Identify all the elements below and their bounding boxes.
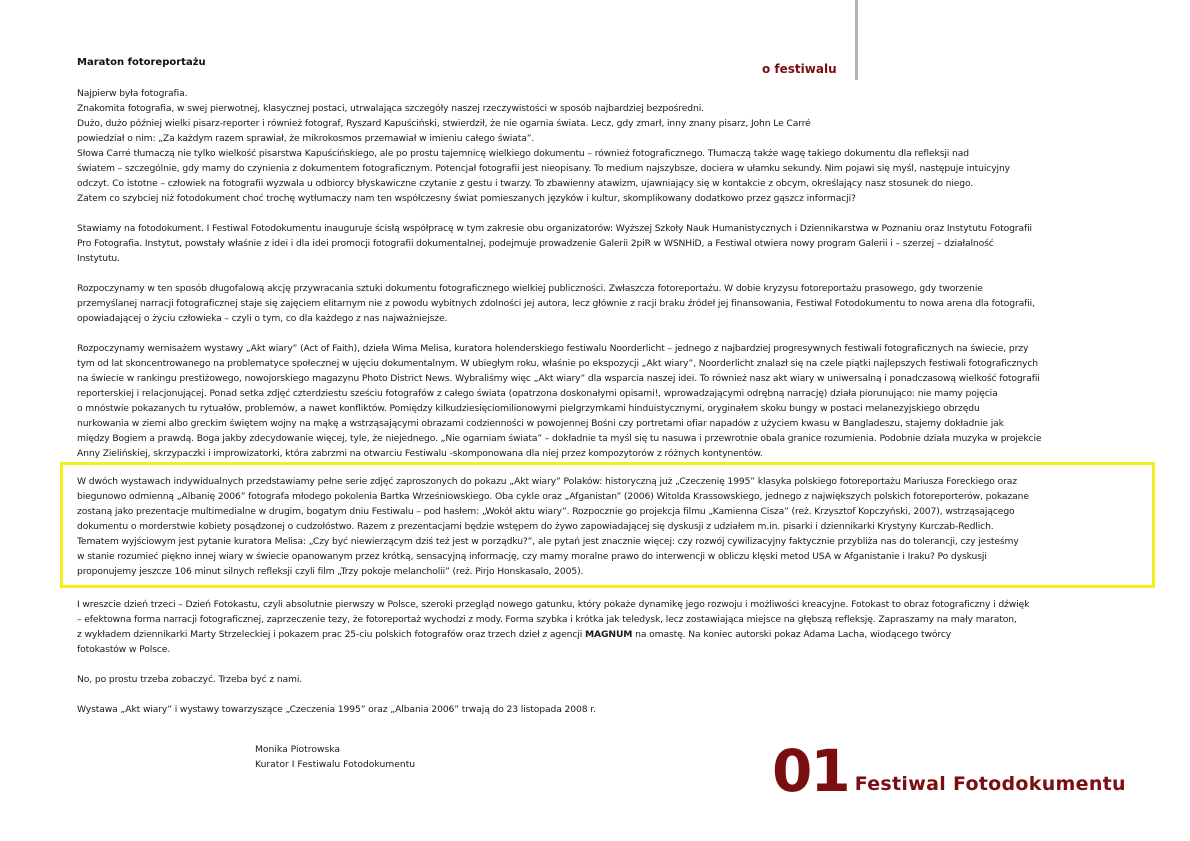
signature-name: Monika Piotrowska (255, 744, 341, 755)
section-label: o festiwalu (762, 62, 837, 76)
paragraph-6 (77, 597, 1152, 657)
text-line: Tematem wyjściowym jest pytanie kuratora Melisa: „Czy być niewierzącym dziś też jest w porządku?”, ale pytań jest znacznie więcej: czy rozwój cywilizacyjny faktycznie przybliża nas do tolerancji, czy jesteśmy (77, 536, 1019, 547)
text-line: z wykładem dziennikarki Marty Strzeleckiej i pokazem prac 25-ciu polskich fotografów oraz trzech dzieł z agencji MAGNUM na omastę. Na koniec autorski pokaz Adama Lacha, wiodącego twórcy (77, 629, 952, 640)
text-line: Rozpoczynamy w ten sposób długofalową akcję przywracania sztuki dokumentu fotograficznego wielkiej publiczności. Zwłaszcza fotoreportażu. W dobie kryzysu fotoreportażu prasowego, gdy tworzenie (77, 283, 983, 294)
signature-role: Kurator I Festiwalu Fotodokumentu (255, 759, 416, 770)
paragraph-3 (77, 281, 1152, 326)
text-line: biegunowo odmienną „Albanię 2006” fotografa młodego pokolenia Bartka Wrześniowskiego. Oba cykle oraz „Afganistan” (2006) Witolda Krassowskiego, jednego z największych polskich fotoreporterów, pokazane (77, 491, 1029, 502)
logo-number: 01 (772, 737, 849, 805)
text-line: opowiadającej o życiu człowieka – czyli o tym, co dla każdego z nas najważniejsze. (77, 313, 448, 324)
text-line: I wreszcie dzień trzeci – Dzień Fotokastu, czyli absolutnie pierwszy w Polsce, szeroki przegląd nowego gatunku, który pokaże dynamikę jego rozwoju i możliwości kreacyjne. Fotokast to obraz fotograficzny i dźwięk (77, 599, 1030, 610)
logo-word-festiwal: Festiwal (854, 773, 947, 795)
text-line: Znakomita fotografia, w swej pierwotnej, klasycznej postaci, utrwalająca szczegóły naszej rzeczywistości w sposób najbardziej bezpośredni. (77, 103, 704, 114)
text-line: Pro Fotografia. Instytut, powstały właśnie z idei i dla idei promocji fotografii dokumentalnej, podejmuje prowadzenie Galerii 2piR w WSNHiD, a Festiwal otwiera nowy program Galerii i – szerzej – działalność (77, 238, 994, 249)
text-line: tym od lat skoncentrowanego na problematyce społecznej w ujęciu dokumentalnym. W ubiegłym roku, właśnie po ekspozycji „Akt wiary”, Noorderlicht znalazł się na czele piątki najlepszych festiwali fotograficznych (77, 358, 1038, 369)
document-body (77, 86, 1152, 717)
text-line: Najpierw była fotografia. (77, 88, 188, 99)
text-line: dokumentu o morderstwie kobiety posądzonej o cudzołóstwo. Razem z prezentacjami będzie wstępem do żywo zapowiadającej się dyskusji z udziałem m.in. pisarki i dziennikarki Krystyny Kurczab-Redlich. (77, 521, 994, 532)
text-line: na świecie w rankingu prestiżowego, nowojorskiego magazynu Photo District News. Wybraliśmy więc „Akt wiary” dla wsparcia naszej idei. To również nasz akt wiary w uniwersalną i ponadczasową wielkość fotografii (77, 373, 1040, 384)
text-line: nurkowania w ziemi albo greckim świętem wojny na mąkę a wstrząsającymi obrazami codzienności w powojennej Bośni czy portretami ofiar napadów z użyciem kwasu w Bangladeszu, stajemy dokładnie jak (77, 418, 1004, 429)
text-line: reporterskiej i relacjonującej. Ponad setka zdjęć czterdziestu sześciu fotografów z całego świata (opatrzona doskonałymi opisami!, wprowadzającymi odrębną narrację) działa piorunująco: nie mamy pojęcia (77, 388, 998, 399)
text-line: między Bogiem a prawdą. Boga jakby zdecydowanie więcej, tyle, że niejednego. „Nie ogarniam świata” – dokładnie ta myśl się tu nasuwa i przewrotnie obala granice rozumienia. Podobnie działa muzyka w projekcie (77, 433, 1042, 444)
text-line: Anny Zielińskiej, skrzypaczki i improwizatorki, która zabrzmi na otwarciu Festiwalu -skomponowana dla niej przez kompozytorów z różnych kontynentów. (77, 448, 763, 459)
text-line: przemyślanej narracji fotograficznej staje się zajęciem elitarnym nie z powodu wybitnych zdolności jej autora, lecz głównie z racji braku źródeł jej finansowania, Festiwal Fotodokumentu to nowa arena dla fotografii, (77, 298, 1035, 309)
text-line: – efektowna forma narracji fotograficznej, zaprzeczenie tezy, że fotoreportaż wychodzi z mody. Forma szybka i krótka jak teledysk, lecz zostawiająca miejsce na głębszą refleksję. Zapraszamy na mały maraton, (77, 614, 1017, 625)
text-line: Stawiamy na fotodokument. I Festiwal Fotodokumentu inauguruje ścisłą współpracę w tym zakresie obu organizatorów: Wyższej Szkoły Nauk Humanistycznych i Dziennikarstwa w Poznaniu oraz Instytutu Fotografii (77, 223, 1032, 234)
text-line: światem – szczególnie, gdy mamy do czynienia z dokumentem fotograficznym. Potencjał fotografii jest nieopisany. To medium najszybsze, dociera w ułamku sekundy. Nim pojawi się myśl, następuje intuicyjny (77, 163, 1010, 174)
paragraph-4 (77, 341, 1152, 461)
text-line: Dużo, dużo później wielki pisarz-reporter i również fotograf, Ryszard Kapuściński, stwierdził, że nie ogarnia świata. Lecz, gdy zmarł, inny znany pisarz, John Le Carré (77, 118, 811, 129)
text-line: odczyt. Co istotne – człowiek na fotografii wyzwala u odbiorcy błyskawiczne czytanie z gestu i twarzy. To zbawienny atawizm, ujawniający się w kontakcie z obcym, określający nasz stosunek do niego. (77, 178, 974, 189)
paragraph-intro (77, 86, 1152, 206)
text-line: zostaną jako prezentacje multimedialne w drugim, bogatym dniu Festiwalu – pod hasłem: „Wokół aktu wiary”. Rozpocznie go projekcja filmu „Kamienna Cisza” (reż. Krzysztof Kopczyński, 2007), wstrząsającego (77, 506, 1015, 517)
text-line: proponujemy jeszcze 106 minut silnych refleksji czyli film „Trzy pokoje melancholii” (reż. Pirjo Honskasalo, 2005). (77, 566, 584, 577)
text-line: fotokastów w Polsce. (77, 644, 171, 655)
text-line: Słowa Carré tłumaczą nie tylko wielkość pisarstwa Kapuścińskiego, ale po prostu tajemnicę wielkiego dokumentu – również fotograficznego. Tłumaczą także wagę takiego dokumentu dla refleksji nad (77, 148, 969, 159)
festival-logo (772, 738, 1126, 804)
magnum-bold: MAGNUM (584, 629, 633, 640)
text-line: Rozpoczynamy wernisażem wystawy „Akt wiary” (Act of Faith), dzieła Wima Melisa, kuratora holenderskiego festiwalu Noorderlicht – jednego z najbardziej progresywnych festiwali fotograficznych na świecie, przy (77, 343, 1029, 354)
text-line: Zatem co szybciej niż fotodokument choć trochę wytłumaczy nam ten współczesny świat pomieszanych języków i kultur, skomplikowany dodatkowo przez gąszcz informacji? (77, 193, 856, 204)
text-line: o mnóstwie pokazanych tu rytuałów, problemów, a nawet konfliktów. Pomiędzy kilkudziesięciomilionowymi pielgrzymkami hinduistycznymi, oryginałem skoku bungy w postaci melanezyjskiego obrzędu (77, 403, 980, 414)
text-line: Instytutu. (77, 253, 120, 264)
paragraph-7: No, po prostu trzeba zobaczyć. Trzeba być z nami. (77, 674, 303, 685)
vertical-divider-line (855, 0, 858, 80)
logo-word-fotodokumentu: Fotodokumentu (952, 773, 1126, 795)
paragraph-2 (77, 221, 1152, 266)
logo-text (855, 774, 1126, 804)
text-line: W dwóch wystawach indywidualnych przedstawiamy pełne serie zdjęć zaproszonych do pokazu „Akt wiary” Polaków: historyczną już „Czeczenię 1995” klasyka polskiego fotoreportażu Mariusza Foreckiego oraz (77, 476, 1017, 487)
text-line: w stanie rozumieć piękno innej wiary w świecie opanowanym przez krótką, sensacyjną informację, czy mamy moralne prawo do interwencji w obliczu klęski metod USA w Afganistanie i Iraku? Po dyskusji (77, 551, 987, 562)
text-line: powiedział o nim: „Za każdym razem sprawiał, że mikrokosmos przemawiał w imieniu całego świata”. (77, 133, 535, 144)
highlighted-paragraph-box (60, 462, 1155, 588)
paragraph-8: Wystawa „Akt wiary” i wystawy towarzyszące „Czeczenia 1995” oraz „Albania 2006” trwają do 23 listopada 2008 r. (77, 704, 596, 715)
signature-block (255, 742, 415, 772)
document-title: Maraton fotoreportażu (77, 57, 206, 68)
